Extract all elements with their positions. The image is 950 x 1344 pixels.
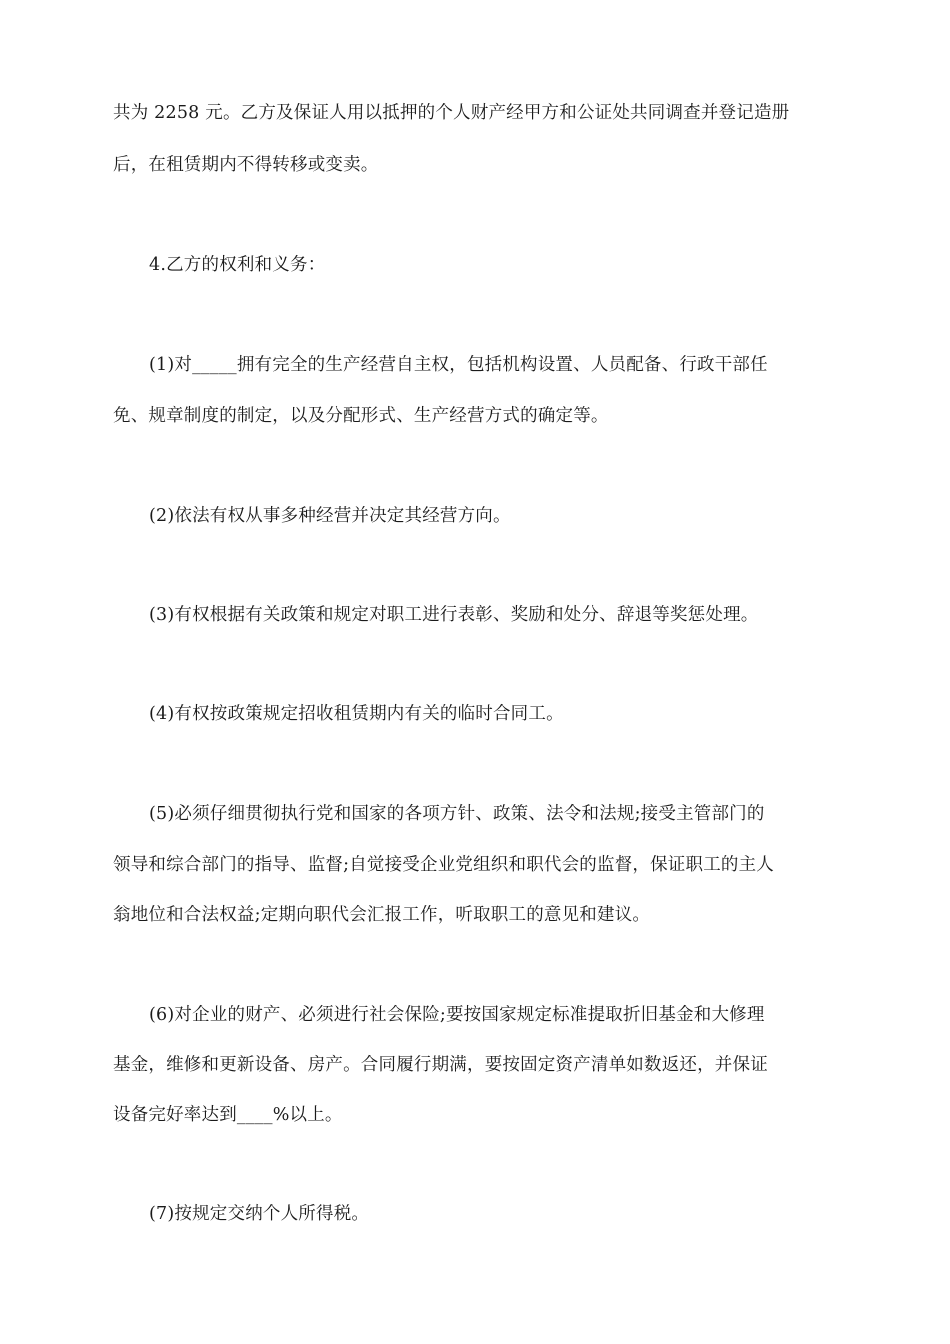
section-heading: 4.乙方的权利和义务： [149, 255, 326, 275]
text-line: (3)有权根据有关政策和规定对职工进行表彰、奖励和处分、辞退等奖惩处理。 [149, 605, 759, 625]
text-line: 翁地位和合法权益;定期向职代会汇报工作，听取职工的意见和建议。 [113, 905, 651, 925]
text-line: (1)对_____拥有完全的生产经营自主权，包括机构设置、人员配备、行政干部任 [149, 355, 768, 375]
text-line: 免、规章制度的制定，以及分配形式、生产经营方式的确定等。 [113, 406, 609, 426]
text-line: (5)必须仔细贯彻执行党和国家的各项方针、政策、法令和法规;接受主管部门的 [149, 804, 765, 824]
text-line: (6)对企业的财产、必须进行社会保险;要按国家规定标准提取折旧基金和大修理 [149, 1005, 765, 1025]
text-line: (2)依法有权从事多种经营并决定其经营方向。 [149, 506, 511, 526]
text-line: 基金，维修和更新设备、房产。合同履行期满，要按固定资产清单如数返还，并保证 [113, 1055, 768, 1075]
text-line: 共为 2258 元。乙方及保证人用以抵押的个人财产经甲方和公证处共同调查并登记造册 [113, 103, 790, 123]
text-line: 设备完好率达到____%以上。 [113, 1105, 343, 1125]
text-line: (7)按规定交纳个人所得税。 [149, 1204, 370, 1224]
text-line: (4)有权按政策规定招收租赁期内有关的临时合同工。 [149, 704, 564, 724]
text-line: 领导和综合部门的指导、监督;自觉接受企业党组织和职代会的监督，保证职工的主人 [113, 855, 774, 875]
text-line: 后，在租赁期内不得转移或变卖。 [113, 155, 379, 175]
